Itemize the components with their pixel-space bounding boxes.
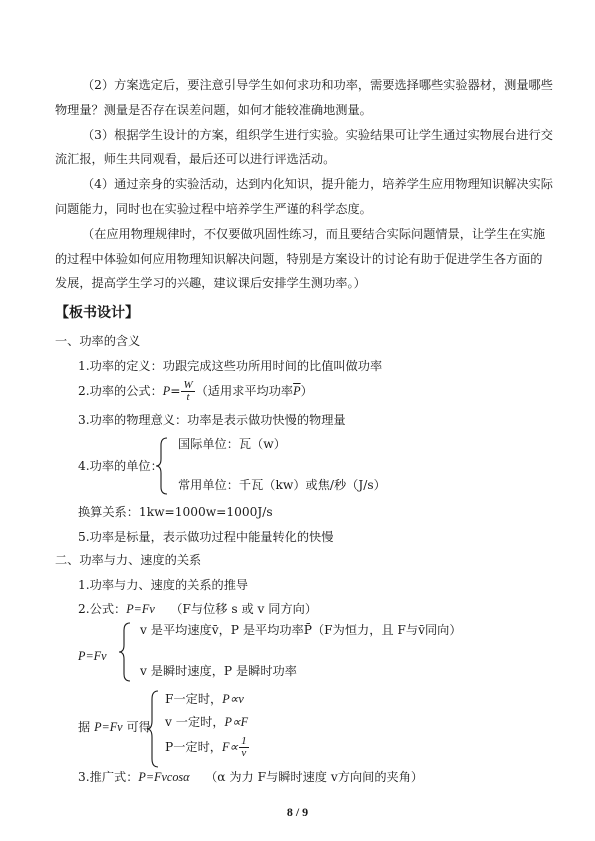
average-power-symbol: $\overline{P}$: [293, 384, 301, 398]
paragraph-3-line-1: （3）根据学生设计的方案，组织学生进行实验。实验结果可让学生通过实物展台进行交: [82, 128, 553, 142]
unit-brace-icon: [155, 437, 169, 495]
international-unit: 国际单位：瓦（w）: [178, 437, 286, 451]
section-1-item-3: 3.功率的物理意义：功率是表示做功快慢的物理量: [78, 413, 346, 427]
proportion-row-3: [165, 734, 250, 760]
pfv-brace-label: P=Fv: [78, 649, 107, 663]
proportion-brace-icon: [146, 690, 160, 768]
formula-p-fv: P=Fv: [126, 602, 155, 616]
section-2-title: 二、功率与力、速度的关系: [55, 553, 202, 567]
page-number: 8 / 9: [286, 805, 309, 819]
proportion-row-1: [165, 690, 244, 709]
fraction-numerator: W: [183, 379, 193, 391]
general-formula: P=Fvcosα: [138, 770, 190, 784]
proportion-formula: P=Fv: [94, 720, 123, 734]
section-1-item-5: 5.功率是标量，表示做功过程中能量转化的快慢: [78, 530, 334, 544]
row-2-condition: v 一定时，: [165, 715, 225, 729]
board-design-heading: 【板书设计】: [55, 305, 139, 321]
inverse-numerator: 1: [241, 735, 247, 747]
fraction-denominator: t: [186, 391, 190, 403]
item-2-formula-prefix: 2.公式：: [78, 602, 127, 616]
equals-sign: =: [170, 384, 181, 398]
pfv-brace-icon: [118, 622, 132, 682]
general-formula-note: （α 为力 F与瞬时速度 v方向间的夹角）: [205, 770, 424, 784]
note-line-2: 的过程中体验如何应用物理知识解决问题，特别是方案设计的讨论有助于促进学生各方面的: [55, 252, 543, 266]
section-1-item-1: 1.功率的定义：功跟完成这些功所用时间的比值叫做功率: [78, 359, 383, 373]
average-power-note: （适用求平均功率: [195, 384, 294, 398]
proportion-label-prefix: 据: [78, 720, 95, 734]
note-line-3: 发展，提高学生学习的兴趣，建议课后安排学生测功率。）: [55, 276, 366, 290]
section-1-item-4-label: 4.功率的单位：: [78, 459, 163, 473]
proportion-row-2: [165, 713, 248, 732]
paragraph-4-line-2: 问题能力，同时也在实验过程中培养学生严谨的科学态度。: [55, 202, 372, 216]
general-formula-prefix: 3.推广式：: [78, 770, 139, 784]
common-unit: 常用单位：千瓦（kw）或焦/秒（J/s）: [178, 478, 386, 492]
pfv-branch-average: v 是平均速度v̄，P 是平均功率P̄（F为恒力，且 F与v̄同向）: [140, 623, 462, 637]
pfv-branch-instantaneous: v 是瞬时速度，P 是瞬时功率: [140, 664, 297, 678]
formula-direction-note: （F与位移 s 或 v 同方向）: [170, 602, 318, 616]
section-2-item-1: 1.功率与力、速度的关系的推导: [78, 578, 249, 592]
unit-conversion: 换算关系：1kw=1000w=1000J/s: [78, 505, 273, 519]
power-symbol: P: [162, 384, 171, 398]
section-1-item-2: [78, 378, 313, 404]
paragraph-2-line-2: 物理量？测量是否存在误差问题，如何才能较准确地测量。: [55, 103, 372, 117]
proportion-label: [78, 718, 151, 737]
inverse-velocity-fraction: [239, 736, 249, 759]
proportion-label-suffix: 可得: [122, 720, 151, 734]
paragraph-3-line-2: 流汇报，师生共同观看，最后还可以进行评选活动。: [55, 152, 336, 166]
section-2-item-3: [78, 768, 423, 787]
paragraph-4-line-1: （4）通过亲身的实验活动，达到内化知识，提升能力，培养学生应用物理知识解决实际: [82, 177, 553, 191]
item-2-prefix: 2.功率的公式：: [78, 384, 163, 398]
section-2-item-2: [78, 600, 317, 619]
inverse-denominator: v: [241, 747, 247, 759]
row-3-relation: F∝: [221, 740, 239, 754]
row-2-relation: P∝F: [224, 715, 249, 729]
section-1-title: 一、功率的含义: [55, 334, 141, 348]
row-1-condition: F一定时，: [165, 692, 223, 706]
work-over-time-fraction: [181, 380, 194, 403]
paragraph-2-line-1: （2）方案选定后，要注意引导学生如何求功和功率，需要选择哪些实验器材，测量哪些: [82, 78, 553, 92]
row-1-relation: P∝v: [222, 692, 244, 706]
row-3-condition: P一定时，: [165, 740, 222, 754]
note-line-1: （在应用物理规律时，不仅要做巩固性练习，而且要结合实际问题情景，让学生在实施: [82, 227, 546, 241]
average-power-note-end: ）: [300, 384, 313, 398]
